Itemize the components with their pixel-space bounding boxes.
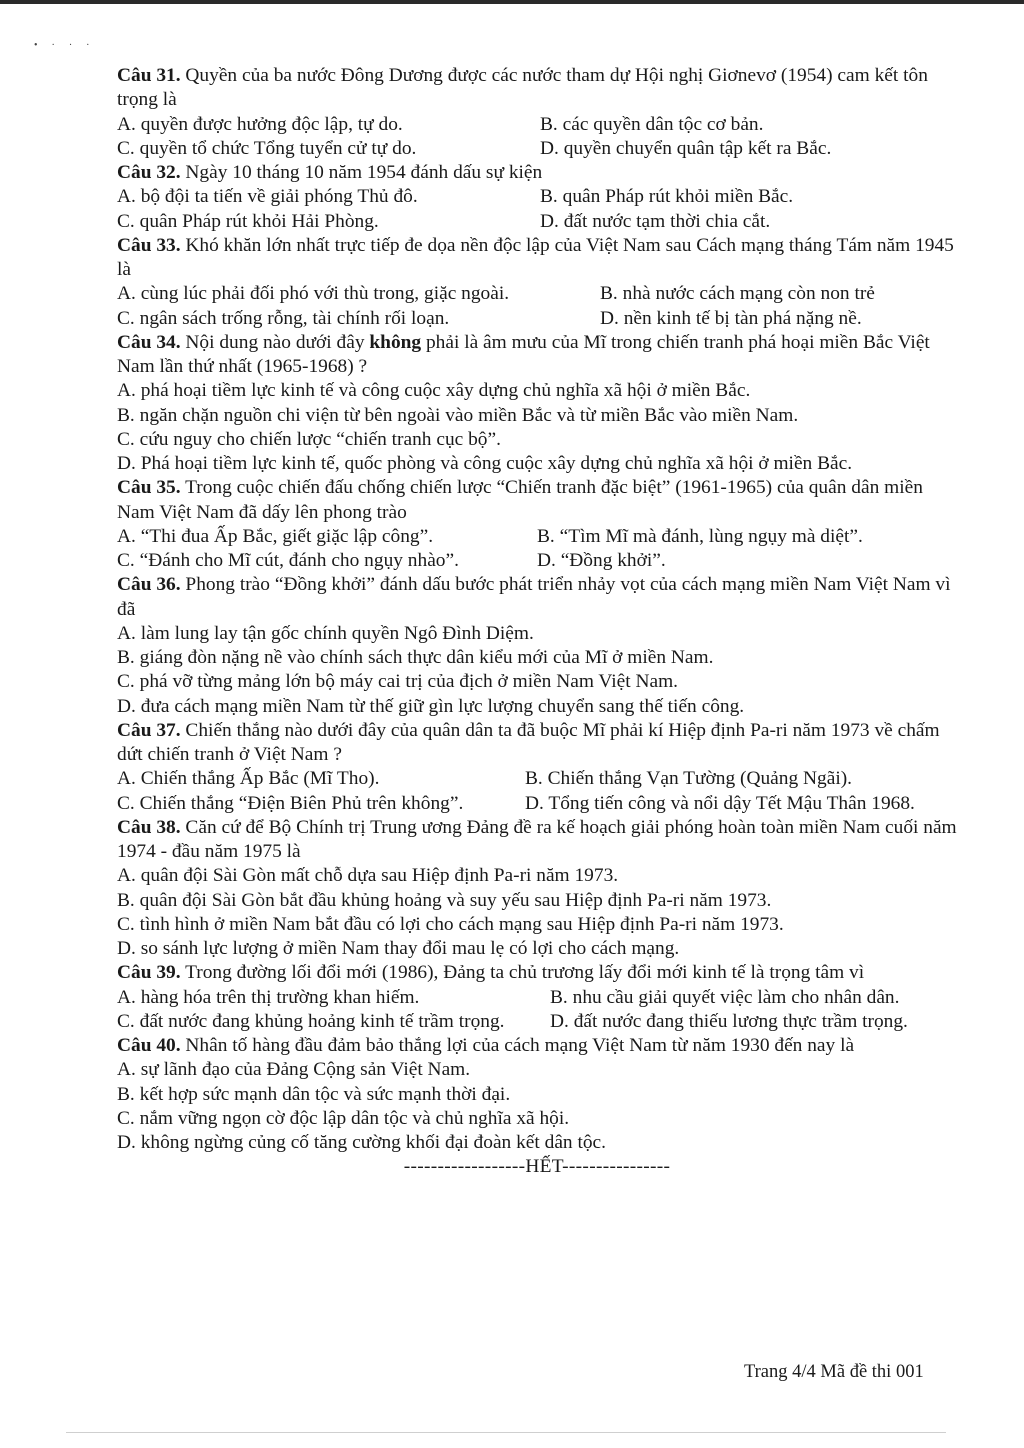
- question-stem: Nội dung nào dưới đây: [180, 331, 370, 353]
- question-35: [117, 476, 957, 573]
- question-31: [117, 64, 957, 161]
- option-a: A. làm lung lay tận gốc chính quyền Ngô Đình Diệm.: [117, 622, 534, 644]
- question-stem: Ngày 10 tháng 10 năm 1954 đánh dấu sự kiện: [180, 162, 543, 183]
- option-b: B. kết hợp sức mạnh dân tộc và sức mạnh thời đại.: [117, 1083, 511, 1105]
- question-stem: Trong cuộc chiến đấu chống chiến lược “Chiến tranh đặc biệt” (1961-1965) của quân dân miền Nam Việt Nam đã dấy lên phong trào: [117, 477, 923, 523]
- exam-content: [117, 64, 957, 1180]
- option-c: C. “Đánh cho Mĩ cút, đánh cho ngụy nhào”.: [117, 550, 459, 571]
- question-stem: Chiến thắng nào dưới đây của quân dân ta đã buộc Mĩ phải kí Hiệp định Pa-ri năm 1973 về chấm dứt chiến tranh ở Việt Nam ?: [117, 719, 940, 765]
- scan-specks-decoration: •···: [34, 40, 104, 51]
- option-a: A. quyền được hưởng độc lập, tự do.: [117, 113, 403, 135]
- option-d: D. Tổng tiến công và nổi dậy Tết Mậu Thân 1968.: [525, 792, 915, 814]
- option-b: B. quân đội Sài Gòn bắt đầu khủng hoảng và suy yếu sau Hiệp định Pa-ri năm 1973.: [117, 889, 772, 911]
- question-stem: Phong trào “Đồng khởi” đánh dấu bước phát triển nhảy vọt của cách mạng miền Nam Việt Nam vì đã: [117, 574, 951, 620]
- scan-bottom-line: [66, 1432, 946, 1433]
- option-c: C. Chiến thắng “Điện Biên Phủ trên không”.: [117, 792, 464, 814]
- question-stem: Căn cứ để Bộ Chính trị Trung ương Đảng đề ra kế hoạch giải phóng hoàn toàn miền Nam cuối năm 1974 - đầu năm 1975 là: [117, 816, 957, 862]
- option-a: A. hàng hóa trên thị trường khan hiếm.: [117, 986, 420, 1008]
- option-d: D. nền kinh tế bị tàn phá nặng nề.: [600, 307, 862, 329]
- page-top-border: [0, 0, 1024, 4]
- question-stem: Quyền của ba nước Đông Dương được các nước tham dự Hội nghị Giơnevơ (1954) cam kết tôn trọng là: [117, 65, 928, 111]
- question-40: [117, 1034, 957, 1155]
- option-a: A. sự lãnh đạo của Đảng Cộng sản Việt Nam.: [117, 1059, 471, 1081]
- question-stem-emphasis: không: [369, 331, 422, 353]
- option-c: C. ngân sách trống rỗng, tài chính rối loạn.: [117, 307, 450, 329]
- question-label: Câu 37.: [117, 719, 181, 741]
- question-label: Câu 34.: [117, 331, 181, 353]
- question-37: [117, 719, 957, 816]
- option-d: D. so sánh lực lượng ở miền Nam thay đổi mau lẹ có lợi cho cách mạng.: [117, 938, 680, 959]
- page-footer: Trang 4/4 Mã đề thi 001: [744, 1362, 924, 1382]
- option-b: B. giáng đòn nặng nề vào chính sách thực dân kiểu mới của Mĩ ở miền Nam.: [117, 647, 714, 668]
- option-b: B. quân Pháp rút khỏi miền Bắc.: [540, 186, 794, 208]
- option-a: A. quân đội Sài Gòn mất chỗ dựa sau Hiệp định Pa-ri năm 1973.: [117, 865, 619, 887]
- option-a: A. phá hoại tiềm lực kinh tế và công cuộc xây dựng chủ nghĩa xã hội ở miền Bắc.: [117, 380, 751, 402]
- question-38: [117, 816, 957, 962]
- question-label: Câu 31.: [117, 65, 181, 86]
- option-d: D. quyền chuyển quân tập kết ra Bắc.: [540, 137, 832, 159]
- option-d: D. không ngừng củng cố tăng cường khối đại đoàn kết dân tộc.: [117, 1132, 607, 1153]
- question-stem: Trong đường lối đổi mới (1986), Đảng ta chủ trương lấy đổi mới kinh tế là trọng tâm vì: [180, 962, 865, 984]
- question-stem: Nhân tố hàng đầu đảm bảo thắng lợi của cách mạng Việt Nam từ năm 1930 đến nay là: [180, 1035, 855, 1056]
- question-32: [117, 161, 957, 234]
- option-a: A. Chiến thắng Ấp Bắc (Mĩ Tho).: [117, 768, 380, 790]
- option-c: C. quân Pháp rút khỏi Hải Phòng.: [117, 210, 379, 232]
- option-d: D. đất nước tạm thời chia cắt.: [540, 210, 771, 232]
- option-d: D. “Đồng khởi”.: [537, 550, 666, 571]
- question-label: Câu 39.: [117, 962, 181, 984]
- question-36: [117, 573, 957, 719]
- end-marker: ------------------HẾT----------------: [403, 1156, 671, 1178]
- option-b: B. “Tìm Mĩ mà đánh, lùng ngụy mà diệt”.: [537, 525, 863, 547]
- option-b: B. Chiến thắng Vạn Tường (Quảng Ngãi).: [525, 768, 853, 790]
- question-label: Câu 38.: [117, 816, 181, 838]
- option-c: C. phá vỡ từng mảng lớn bộ máy cai trị của địch ở miền Nam Việt Nam.: [117, 671, 679, 693]
- option-a: A. bộ đội ta tiến về giải phóng Thủ đô.: [117, 186, 418, 208]
- option-c: C. nắm vững ngọn cờ độc lập dân tộc và chủ nghĩa xã hội.: [117, 1107, 570, 1129]
- question-stem: Khó khăn lớn nhất trực tiếp đe dọa nền độc lập của Việt Nam sau Cách mạng tháng Tám năm 1945 là: [117, 234, 954, 280]
- option-b: B. nhà nước cách mạng còn non trẻ: [600, 283, 875, 305]
- question-label: Câu 36.: [117, 574, 181, 596]
- option-a: A. cùng lúc phải đối phó với thù trong, giặc ngoài.: [117, 283, 510, 305]
- question-label: Câu 32.: [117, 162, 181, 183]
- question-34: [117, 331, 957, 477]
- option-a: A. “Thi đua Ấp Bắc, giết giặc lập công”.: [117, 525, 434, 547]
- question-label: Câu 33.: [117, 234, 181, 256]
- option-c: C. cứu nguy cho chiến lược “chiến tranh cục bộ”.: [117, 428, 501, 450]
- question-label: Câu 40.: [117, 1035, 181, 1056]
- option-b: B. nhu cầu giải quyết việc làm cho nhân dân.: [550, 986, 900, 1008]
- option-b: B. các quyền dân tộc cơ bản.: [540, 113, 764, 135]
- option-c: C. đất nước đang khủng hoảng kinh tế trầm trọng.: [117, 1010, 505, 1032]
- option-b: B. ngăn chặn nguồn chi viện từ bên ngoài vào miền Bắc và từ miền Bắc vào miền Nam.: [117, 404, 799, 426]
- option-d: D. đất nước đang thiếu lương thực trầm trọng.: [550, 1010, 908, 1032]
- question-33: [117, 234, 957, 331]
- option-d: D. đưa cách mạng miền Nam từ thế giữ gìn lực lượng chuyển sang thế tiến công.: [117, 695, 745, 717]
- option-c: C. tình hình ở miền Nam bắt đầu có lợi cho cách mạng sau Hiệp định Pa-ri năm 1973.: [117, 913, 784, 935]
- option-d: D. Phá hoại tiềm lực kinh tế, quốc phòng và công cuộc xây dựng chủ nghĩa xã hội ở miền Bắc.: [117, 453, 853, 474]
- question-label: Câu 35.: [117, 477, 181, 499]
- question-stem-rest: phải là âm mưu của Mĩ trong chiến tranh phá hoại miền Bắc Việt Nam lần thứ nhất (1965-1968) ?: [117, 331, 930, 377]
- question-39: [117, 961, 957, 1034]
- option-c: C. quyền tổ chức Tổng tuyển cử tự do.: [117, 137, 417, 159]
